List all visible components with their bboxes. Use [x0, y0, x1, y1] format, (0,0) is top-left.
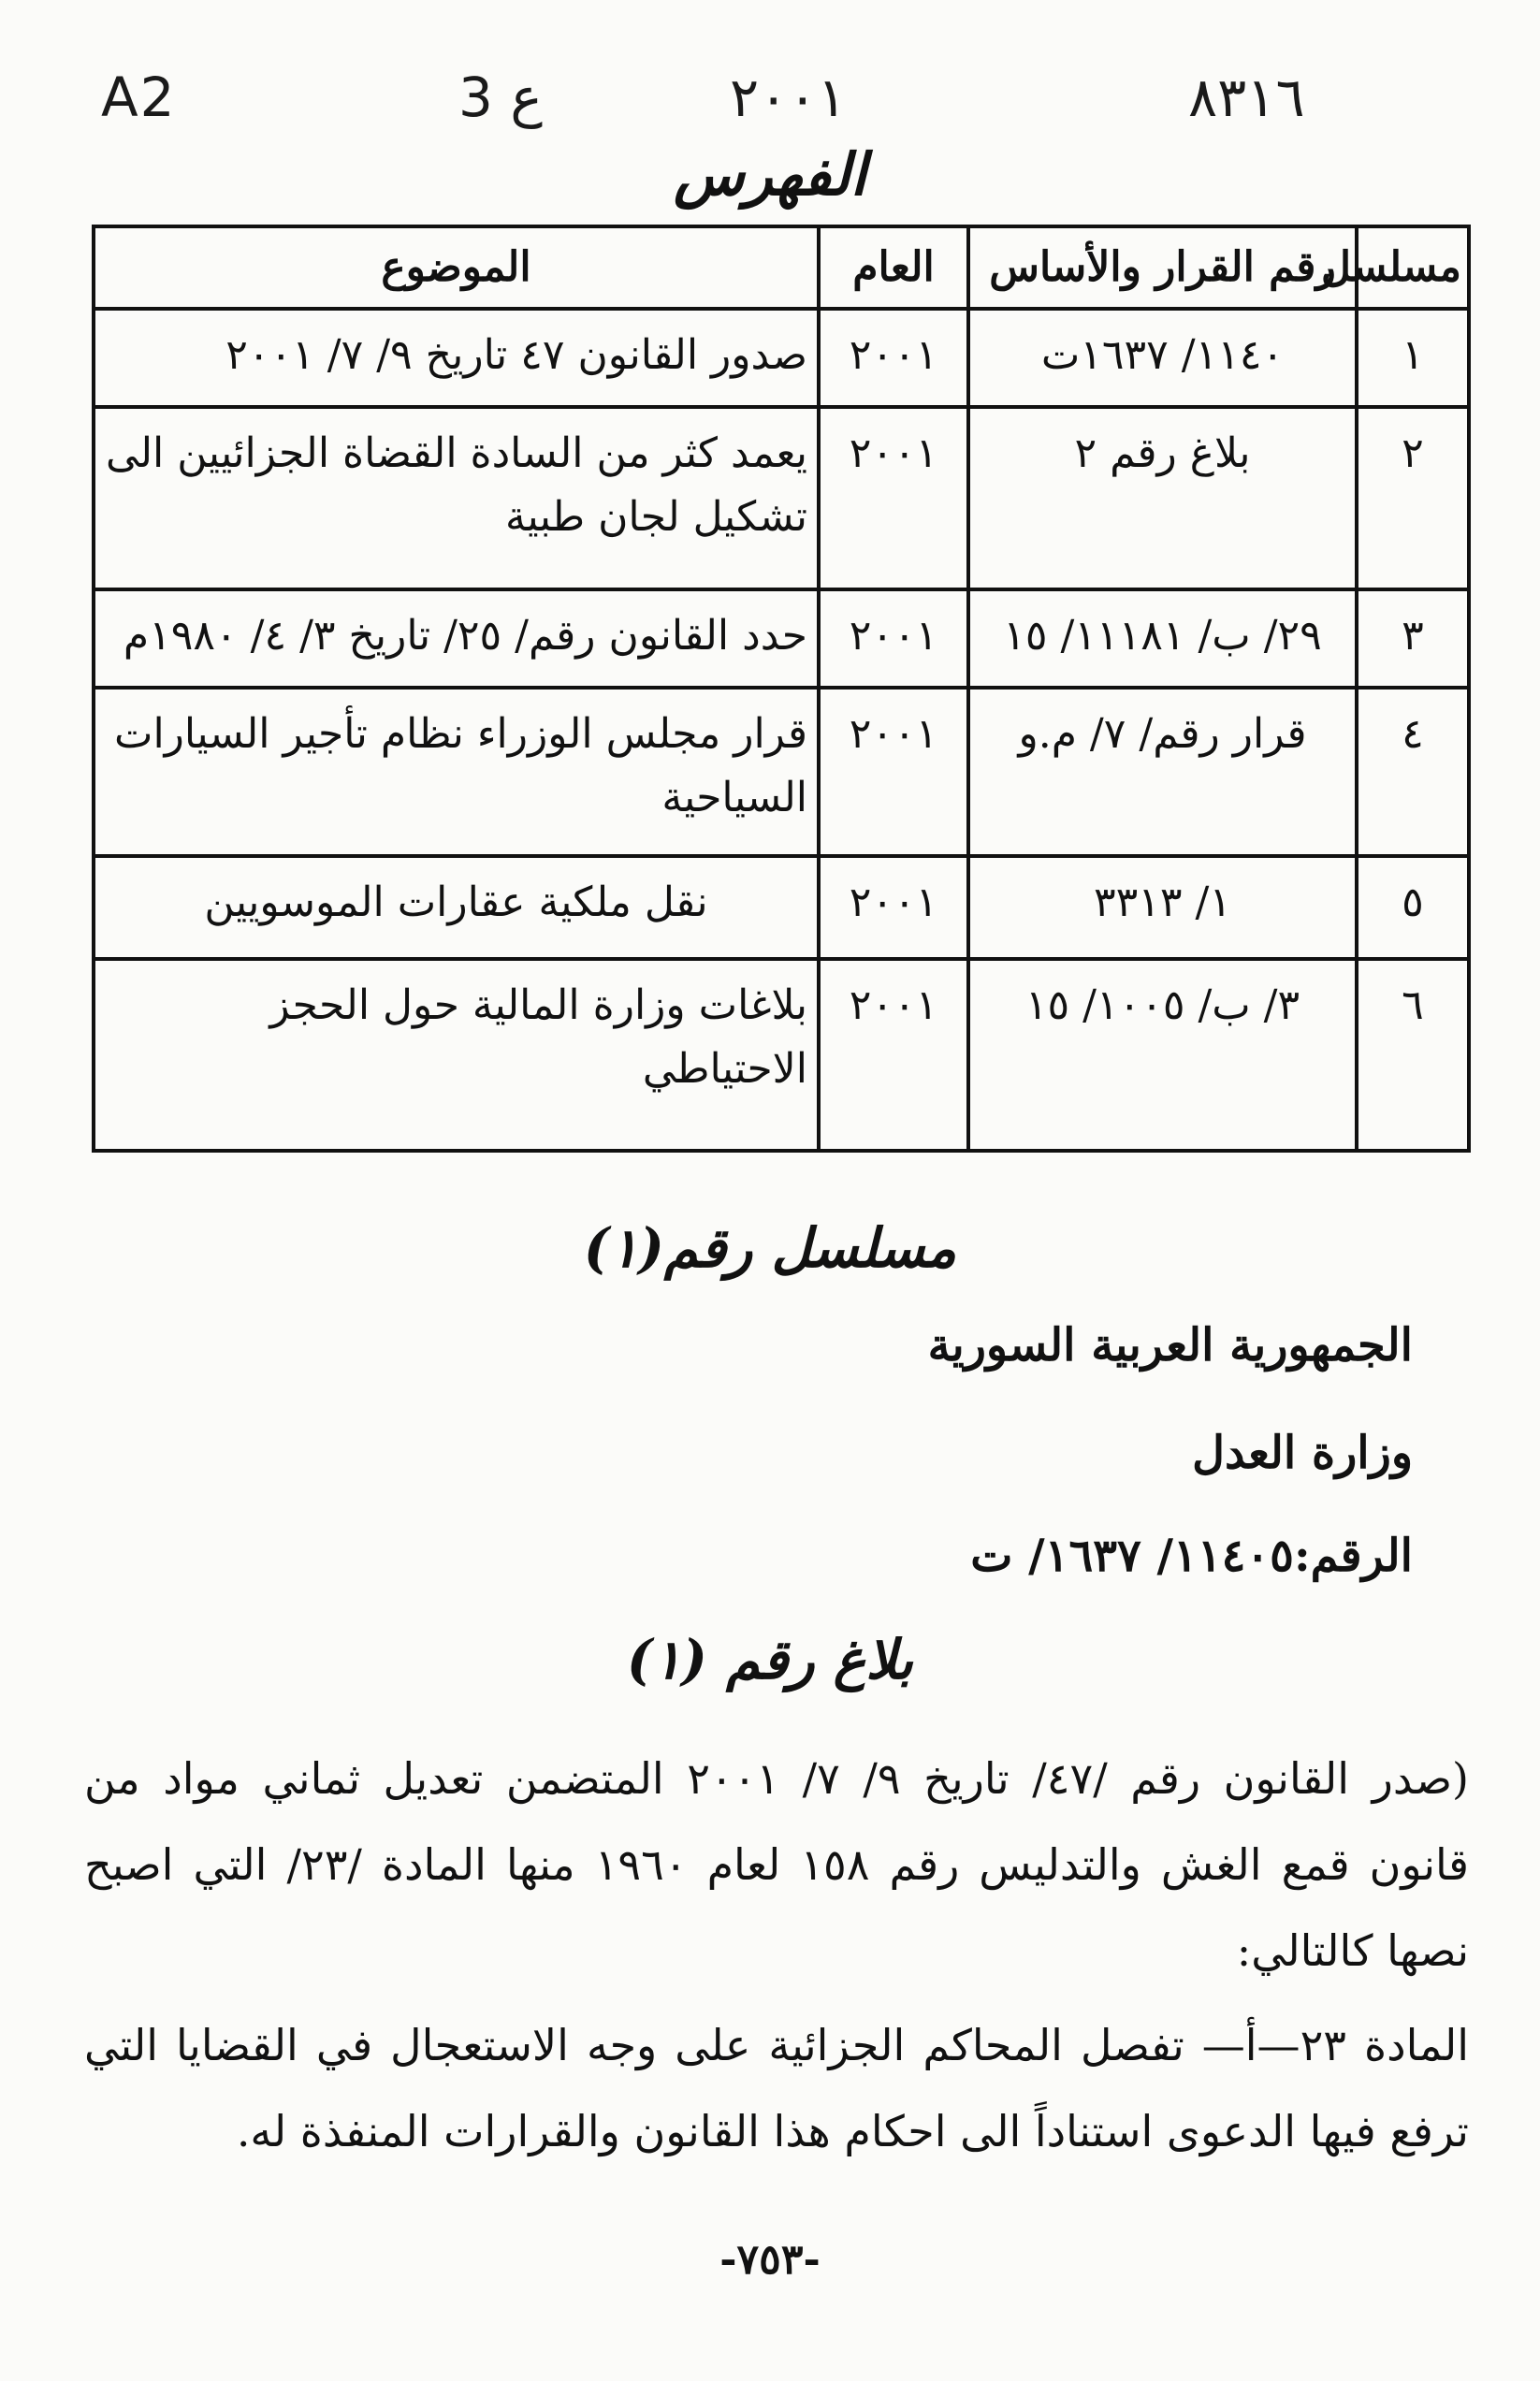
cell-serial: ٦ — [1357, 959, 1469, 1151]
cell-subject: نقل ملكية عقارات الموسويين — [94, 856, 819, 959]
cell-number: ١/ ٣٣١٣ — [968, 856, 1357, 959]
cell-number: بلاغ رقم ٢ — [968, 407, 1357, 589]
cell-subject: بلاغات وزارة المالية حول الحجز الاحتياطي — [94, 959, 819, 1151]
reference-number: الرقم:١١٤٠٥/ ١٦٣٧/ ت — [970, 1530, 1413, 1582]
cell-number: ٢٩/ ب/ ١١١٨١/ ١٥ — [968, 589, 1357, 688]
table-row — [94, 959, 1469, 1151]
cell-year: ٢٠٠١ — [819, 688, 968, 856]
index-title: الفهرس — [674, 140, 866, 209]
table-header-row — [94, 226, 1469, 309]
cell-subject: قرار مجلس الوزراء نظام تأجير السيارات السياحية — [94, 688, 819, 856]
cell-year: ٢٠٠١ — [819, 959, 968, 1151]
cell-serial: ٣ — [1357, 589, 1469, 688]
page-number: -٧٥٣- — [719, 2236, 821, 2284]
header-year: العام — [819, 226, 968, 309]
cell-serial: ٢ — [1357, 407, 1469, 589]
handwritten-mark-right: ٨٣١٦ — [1188, 65, 1305, 129]
cell-subject: صدور القانون ٤٧ تاريخ ٩/ ٧/ ٢٠٠١ — [94, 309, 819, 407]
cell-year: ٢٠٠١ — [819, 589, 968, 688]
handwritten-mark-left: A2 — [101, 65, 177, 129]
ministry-name: وزارة العدل — [1192, 1427, 1413, 1479]
notice-title: بلاغ رقم (١) — [626, 1628, 914, 1691]
cell-subject: يعمد كثر من السادة القضاة الجزائيين الى تشكيل لجان طبية — [94, 407, 819, 589]
cell-subject: حدد القانون رقم/ ٢٥/ تاريخ ٣/ ٤/ ١٩٨٠م — [94, 589, 819, 688]
cell-number: قرار رقم/ ٧/ م.و — [968, 688, 1357, 856]
cell-number: ١١٤٠/ ١٦٣٧ت — [968, 309, 1357, 407]
paragraph-law-amendment: (صدر القانون رقم /٤٧/ تاريخ ٩/ ٧/ ٢٠٠١ المتضمن تعديل ثماني مواد من قانون قمع الغش والتدليس رقم ١٥٨ لعام ١٩٦٠ منها المادة /٢٣/ التي اصبح نصها كالتالي: — [84, 1753, 1470, 1976]
cell-serial: ١ — [1357, 309, 1469, 407]
cell-year: ٢٠٠١ — [819, 856, 968, 959]
table-row — [94, 589, 1469, 688]
cell-serial: ٥ — [1357, 856, 1469, 959]
cell-year: ٢٠٠١ — [819, 407, 968, 589]
table-row — [94, 856, 1469, 959]
handwritten-mark-ref1: 3 ع — [458, 65, 543, 129]
header-serial: مسلسل — [1357, 226, 1469, 309]
serial-heading: مسلسل رقم(١) — [583, 1216, 957, 1280]
header-number: رقم القرار والأساس — [968, 226, 1357, 309]
table-row — [94, 407, 1469, 589]
republic-name: الجمهورية العربية السورية — [927, 1319, 1413, 1372]
table-row — [94, 688, 1469, 856]
cell-serial: ٤ — [1357, 688, 1469, 856]
table-row — [94, 309, 1469, 407]
header-subject: الموضوع — [94, 226, 819, 309]
paragraph-article-23: المادة ٢٣—أ— تفصل المحاكم الجزائية على وجه الاستعجال في القضايا التي ترفع فيها الدعوى استناداً الى احكام هذا القانون والقرارات المنفذة له. — [84, 2020, 1469, 2156]
cell-year: ٢٠٠١ — [819, 309, 968, 407]
index-table — [92, 225, 1471, 1153]
cell-number: ٣/ ب/ ١٠٠٥/ ١٥ — [968, 959, 1357, 1151]
handwritten-mark-ref2: ٢٠٠١ — [730, 65, 847, 129]
